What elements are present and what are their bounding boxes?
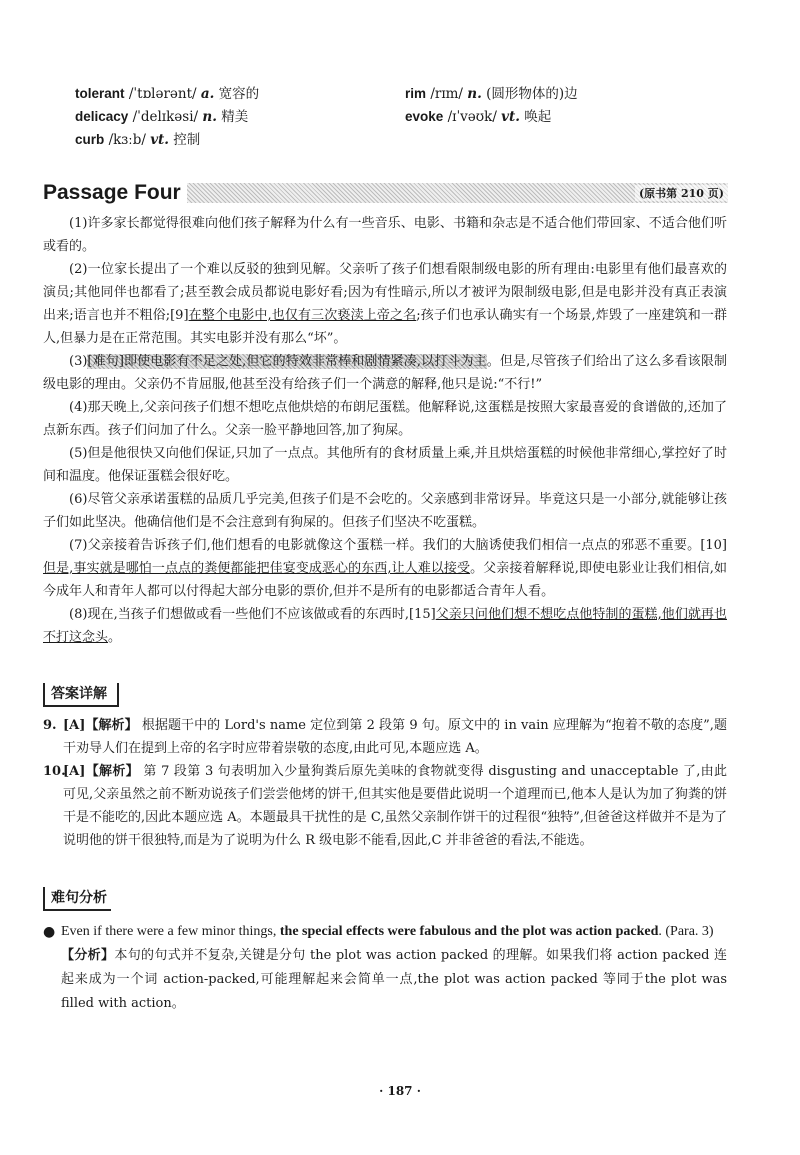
vocab-word: delicacy: [75, 109, 129, 124]
vocab-entry: [405, 84, 735, 104]
vocab-meaning: 精美: [221, 109, 249, 125]
paragraph-2: [43, 258, 727, 350]
answer-item: [43, 760, 727, 852]
paragraph-3-text: 。但是,尽管孩子们给出了这么多看该限制级电影的理由。父亲仍不肯屈服,他甚至没有给孩子们一个满意的解释,他只是说:“不行!”: [43, 354, 727, 392]
bullet-icon: ●: [43, 924, 56, 940]
answer-body: [63, 714, 727, 760]
vocab-word: curb: [75, 132, 105, 147]
difficult-sentence-analysis: [43, 920, 727, 1016]
answer-item: [43, 714, 727, 760]
vocab-meaning: 控制: [173, 132, 201, 148]
vocab-entry: [405, 107, 735, 127]
answer-tag: [A]【解析】: [63, 718, 138, 733]
vocab-meaning: (圆形物体的)边: [486, 86, 578, 102]
paragraph-2-text: (2)一位家长提出了一个难以反驳的独到见解。父亲听了孩子们想看限制级电影的所有理由:电影里有他们最喜欢的演员;其他同伴也都看了;甚至教会成员都说电影好看;因为有性暗示,所以才被评为限制级电影,但是电影并没有真正表演出来;语言也并不粗俗;[9]: [43, 262, 727, 323]
vocab-phonetic: /ˈtɒlərənt/: [128, 86, 197, 102]
paragraph-8: (8)现在,当孩子们想做或看一些他们不应该做或看的东西时,[15]父亲只问他们想不想吃点他特制的蛋糕,他们就再也不打这念头。: [43, 607, 727, 645]
vocab-meaning: 宽容的: [218, 86, 260, 102]
answer-explanations: [43, 714, 727, 852]
analysis-content: [61, 920, 727, 1016]
vocab-meaning: 唤起: [524, 109, 552, 125]
paragraph-6: (6)尽管父亲承诺蛋糕的品质几乎完美,但孩子们是不会吃的。父亲感到非常讶异。毕竟这只是一小部分,就能够让孩子们如此坚决。他确信他们是不会注意到有狗屎的。但孩子们坚决不吃蛋糕。: [43, 492, 727, 530]
paragraph-1: (1)许多家长都觉得很难向他们孩子解释为什么有一些音乐、电影、书籍和杂志是不适合他们带回家、不适合他们听或看的。: [43, 216, 727, 254]
page-number: · 187 ·: [379, 1084, 421, 1098]
underlined-answer-text: 在整个电影中,也仅有三次亵渎上帝之名: [188, 308, 417, 323]
paragraph-3-number: (3): [69, 354, 88, 369]
paragraph-2-text-end: ;孩子们也承认确实有一个场景,炸毁了一座建筑和一群人,但暴力是在正常范围。其实电影并没有那么“坏”。: [43, 308, 727, 346]
vocab-pos: vt.: [150, 132, 169, 148]
sentence-key-part: the special effects were fabulous and the plot was action packed: [279, 924, 659, 939]
answer-text: 根据题干中的 Lord's name 定位到第 2 段第 9 句。原文中的 in vain 应理解为“抱着不敬的态度”,题干劝导人们在提到上帝的名字时应带着崇敬的态度,由此可见,本题应选 A。: [63, 718, 727, 756]
passage-header-bar: [187, 183, 728, 203]
answers-heading: 答案详解: [43, 683, 119, 707]
paragraph-8-text: (8)现在,当孩子们想做或看一些他们不应该做或看的东西时,[15]: [69, 607, 436, 622]
vocab-phonetic: /rɪm/: [430, 86, 463, 102]
vocab-word: evoke: [405, 109, 444, 124]
answer-body: [63, 760, 727, 852]
vocab-pos: vt.: [501, 109, 520, 125]
vocab-word: tolerant: [75, 86, 125, 101]
vocab-entry: [75, 130, 405, 150]
analysis-item: [43, 920, 727, 1016]
analysis-body: 本句的句式并不复杂,关键是分句 the plot was action packed 的理解。如果我们将 action packed 连起来成为一个词 action-packed,可能理解起来会简单一点,the plot was action packed 等同于the plot was filled with action。: [61, 948, 727, 1011]
vocab-pos: n.: [467, 86, 482, 102]
vocabulary-list: [75, 84, 735, 150]
vocab-entry: [75, 107, 405, 127]
passage-header: [43, 180, 728, 206]
passage-translation: [43, 212, 727, 649]
paragraph-7-text: (7)父亲接着告诉孩子们,他们想看的电影就像这个蛋糕一样。我们的大脑诱使我们相信一点点的邪恶不重要。[10]: [69, 538, 727, 553]
quoted-sentence: [61, 920, 727, 944]
vocab-phonetic: /ɪˈvəʊk/: [447, 109, 497, 125]
question-number: 10.: [43, 764, 66, 779]
passage-title: Passage Four: [43, 181, 181, 204]
analysis-label: 【分析】: [61, 948, 115, 963]
paragraph-7-text-end: 。父亲接着解释说,即使电影业让我们相信,如今成年人和青年人都可以付得起大部分电影的票价,但并不是所有的电影都适合青年人看。: [43, 561, 728, 599]
underlined-answer-text: 父亲只问他们想不想吃点他特制的蛋糕,他们就再也不打这念头: [43, 607, 727, 645]
question-number: 9.: [43, 718, 57, 733]
vocab-pos: n.: [202, 109, 217, 125]
vocab-word: rim: [405, 86, 427, 101]
analysis-heading: 难句分析: [43, 887, 111, 911]
answer-text: 第 7 段第 3 句表明加入少量狗粪后原先美味的食物就变得 disgusting and unacceptable 了,由此可见,父亲虽然之前不断劝说孩子们尝尝他烤的饼干,但其实他是要借此说明一个道理而已,他本人是认为加了狗粪的饼干是不能吃的,因此本题应选 A。本题最具干扰性的是 C,虽然父亲制作饼干的过程很“独特”,但爸爸这样做并不是为了说明他的饼干很独特,而是为了说明为什么 R 级电影不能看,因此,C 并非爸爸的看法,不能选。: [63, 764, 727, 848]
vocab-phonetic: /ˈdelɪkəsi/: [132, 109, 199, 125]
sentence-source: . (Para. 3): [658, 924, 714, 939]
sentence-part: Even if there were a few minor things,: [61, 924, 280, 939]
paragraph-5: (5)但是他很快又向他们保证,只加了一点点。其他所有的食材质量上乘,并且烘焙蛋糕的时候他非常细心,掌控好了时间和温度。他保证蛋糕会很好吃。: [43, 446, 727, 484]
paragraph-7: [43, 534, 727, 603]
source-page-reference: (原书第 210 页): [635, 185, 728, 201]
highlighted-difficult-sentence: [难句]即使电影有不足之处,但它的特效非常棒和剧情紧凑,以打斗为主: [87, 354, 487, 369]
answer-tag: [A]【解析】: [63, 764, 139, 779]
paragraph-3: [43, 350, 727, 396]
vocab-pos: a.: [200, 86, 215, 102]
underlined-answer-text: 但是,事实就是哪怕一点点的粪便都能把佳宴变成恶心的东西,让人难以接受: [43, 561, 471, 576]
vocab-phonetic: /kɜːb/: [108, 132, 146, 148]
paragraph-4: (4)那天晚上,父亲问孩子们想不想吃点他烘焙的布朗尼蛋糕。他解释说,这蛋糕是按照大家最喜爱的食谱做的,还加了点新东西。孩子们问加了什么。父亲一脸平静地回答,加了狗屎。: [43, 400, 727, 438]
analysis-text: [61, 944, 727, 1016]
vocab-entry: [75, 84, 405, 104]
